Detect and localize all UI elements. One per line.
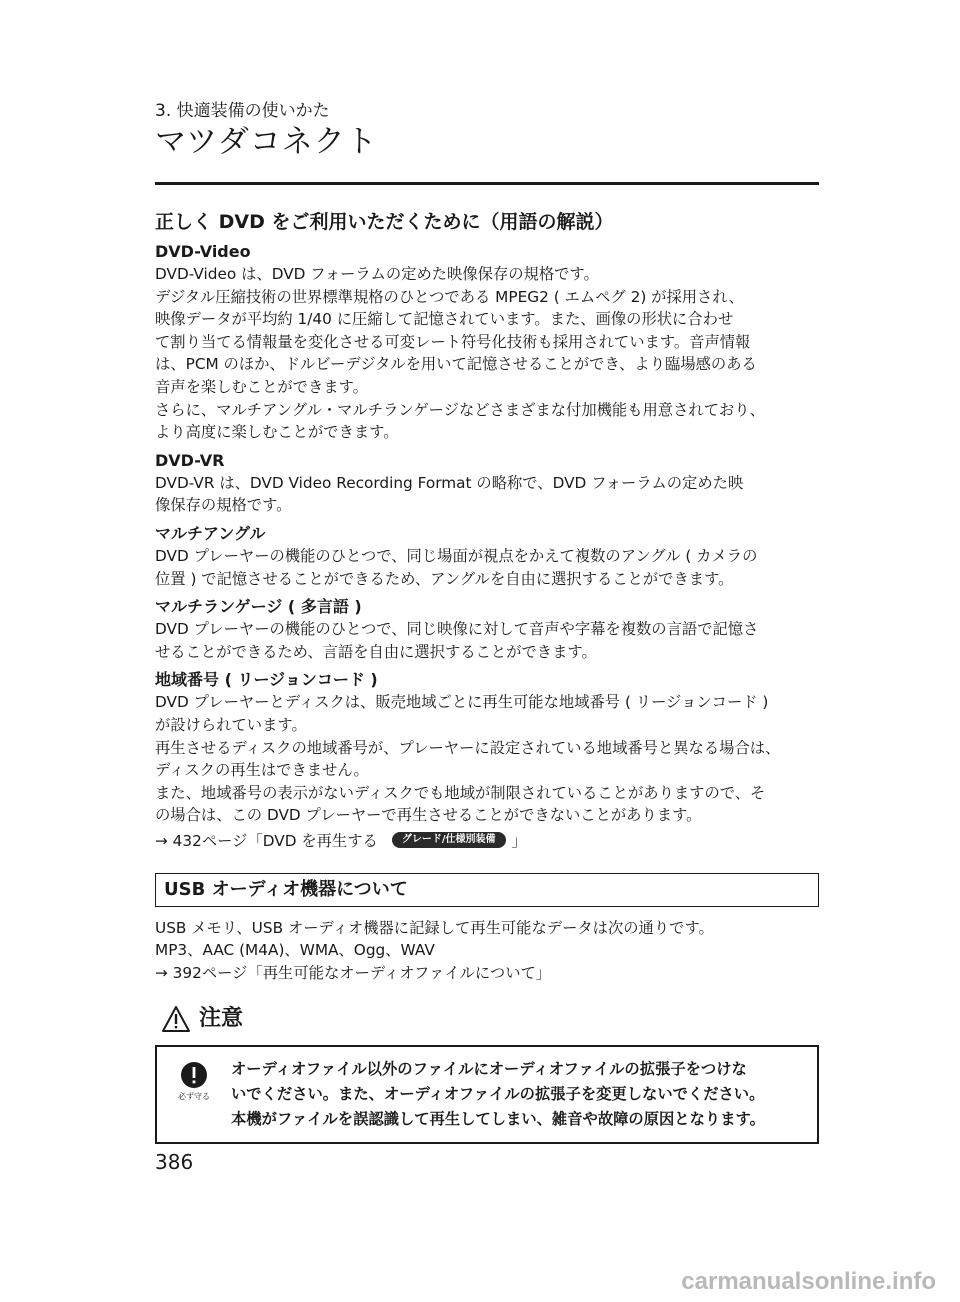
dvd-section-title: 正しく DVD をご利用いただくために（用語の解説） xyxy=(155,211,614,233)
term-line: が設けられています。 xyxy=(155,715,307,734)
page-content xyxy=(155,100,819,1144)
term-line: さらに、マルチアングル・マルチランゲージなどさまざまな付加機能も用意されており、 xyxy=(155,400,765,419)
term-line: より高度に楽しむことができます。 xyxy=(155,423,399,442)
exclamation-circle-icon xyxy=(180,1061,208,1089)
term-line: ディスクの再生はできません。 xyxy=(155,761,369,780)
reference-suffix: 」 xyxy=(511,831,527,850)
dvd-play-reference[interactable] xyxy=(155,829,819,853)
must-observe-marker xyxy=(157,1057,231,1132)
usb-section-title: USB オーディオ機器について xyxy=(155,873,819,907)
term-line: DVD-VR は、DVD Video Recording Format の略称で、DVD フォーラムの定めた映 xyxy=(155,473,744,492)
term-line: また、地域番号の表示がないディスクでも地域が制限されていることがありますので、そ xyxy=(155,783,766,802)
term-line: 映像データが平均約 1/40 に圧縮して記憶されています。また、画像の形状に合わせ xyxy=(155,310,734,329)
term-line: て割り当てる情報量を変化させる可変レート符号化技術も採用されています。音声情報 xyxy=(155,332,751,351)
term-line: 音声を楽しむことができます。 xyxy=(155,377,368,396)
grade-spec-badge: グレード/仕様別装備 xyxy=(392,832,506,848)
caution-line: いでください。また、オーディオファイルの拡張子を変更しないでください。 xyxy=(231,1084,765,1103)
warning-triangle-icon xyxy=(161,1005,191,1033)
term-line: DVD プレーヤーとディスクは、販売地域ごとに再生可能な地域番号 ( リージョンコード ) xyxy=(155,693,769,712)
usb-line: MP3、AAC (M4A)、WMA、Ogg、WAV xyxy=(155,941,435,960)
term-line: 像保存の規格です。 xyxy=(155,496,292,515)
caution-line: オーディオファイル以外のファイルにオーディオファイルの拡張子をつけな xyxy=(231,1059,747,1078)
term-line: DVD プレーヤーの機能のひとつで、同じ場面が視点をかえて複数のアングル ( カメラの xyxy=(155,546,758,565)
reference-prefix: → 432ページ「DVD を再生する xyxy=(155,831,378,850)
watermark: carmanualsonline.info xyxy=(681,1268,936,1295)
term-line: 位置 ) で記憶させることができるため、アングルを自由に選択することができます。 xyxy=(155,569,734,588)
usb-section-body xyxy=(155,917,819,985)
title-rule xyxy=(155,182,819,185)
caution-header xyxy=(155,1005,819,1033)
term-title-dvd-video: DVD-Video xyxy=(155,242,251,261)
caution-line: 本機がファイルを誤認識して再生してしまい、雑音や故障の原因となります。 xyxy=(231,1109,765,1128)
caution-text xyxy=(231,1057,807,1132)
term-line: の場合は、この DVD プレーヤーで再生させることができないことがあります。 xyxy=(155,806,702,825)
page-number: 386 xyxy=(155,1150,194,1174)
page-title: マツダコネクト xyxy=(155,124,378,160)
term-line: せることができるため、言語を自由に選択することができます。 xyxy=(155,642,597,661)
caution-label: 注意 xyxy=(199,1005,244,1031)
term-line: は、PCM のほか、ドルビーデジタルを用いて記憶させることができ、より臨場感のある xyxy=(155,355,757,374)
usb-reference[interactable]: → 392ページ「再生可能なオーディオファイルについて」 xyxy=(155,964,552,983)
term-line: デジタル圧縮技術の世界標準規格のひとつである MPEG2 ( エムペグ 2) が採用され、 xyxy=(155,287,744,306)
caution-box xyxy=(155,1045,819,1144)
usb-line: USB メモリ、USB オーディオ機器に記録して再生可能なデータは次の通りです。 xyxy=(155,918,714,937)
term-line: DVD-Video は、DVD フォーラムの定めた映像保存の規格です。 xyxy=(155,265,599,283)
term-title-multi-language: マルチランゲージ ( 多言語 ) xyxy=(155,597,362,617)
must-observe-label: 必ず守る xyxy=(178,1091,210,1101)
term-title-multi-angle: マルチアングル xyxy=(155,523,266,543)
term-line: 再生させるディスクの地域番号が、プレーヤーに設定されている地域番号と異なる場合は、 xyxy=(155,738,781,757)
term-line: DVD プレーヤーの機能のひとつで、同じ映像に対して音声や字幕を複数の言語で記憶さ xyxy=(155,620,759,639)
chapter-label: 3. 快適装備の使いかた xyxy=(155,101,330,121)
term-title-dvd-vr: DVD-VR xyxy=(155,450,225,470)
term-title-region-code: 地域番号 ( リージョンコード ) xyxy=(155,670,378,690)
